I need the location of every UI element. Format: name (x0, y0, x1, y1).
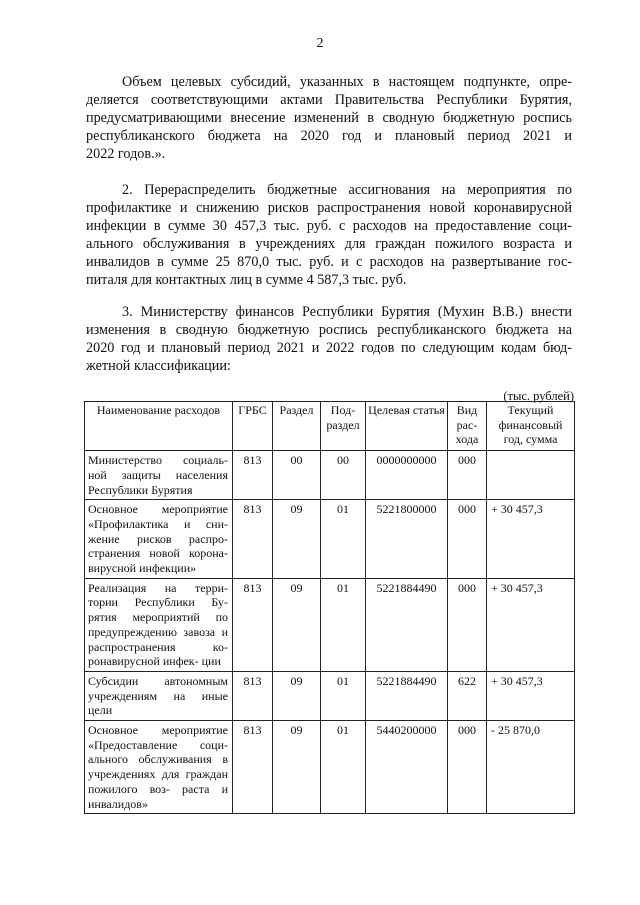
budget-table (84, 401, 575, 814)
header-section: Раздел (273, 402, 321, 451)
cell-sum: + 30 457,3 (487, 671, 575, 720)
table-row (85, 451, 575, 500)
header-expense-type: Вид рас- хода (448, 402, 487, 451)
text-line: 2022 годов.». (86, 146, 166, 162)
cell-section: 09 (273, 671, 321, 720)
text-line: предусматривающими внесение изменений в сводную бюджетную роспись (86, 110, 572, 126)
cell-sum: + 30 457,3 (487, 578, 575, 671)
units-note: (тыс. рублей) (503, 389, 574, 403)
cell-grbs: 813 (233, 671, 273, 720)
cell-section: 09 (273, 578, 321, 671)
cell-name: Субсидии автономным учреждениям на иные цели (85, 671, 233, 720)
page-number: 2 (316, 36, 324, 51)
cell-subsection: 01 (321, 671, 366, 720)
cell-sum (487, 451, 575, 500)
cell-section: 09 (273, 500, 321, 579)
header-target-article: Целевая статья (366, 402, 448, 451)
cell-grbs: 813 (233, 500, 273, 579)
text-line: питаля для контактных лиц в сумме 4 587,3 тыс. руб. (86, 272, 407, 288)
cell-section: 09 (273, 721, 321, 814)
text-line: деляется соответствующими актами Правительства Республики Бурятия, (86, 92, 572, 108)
text-line: жетной классификации: (86, 358, 231, 374)
cell-target-article: 5440200000 (366, 721, 448, 814)
cell-target-article: 0000000000 (366, 451, 448, 500)
cell-sum: - 25 870,0 (487, 721, 575, 814)
cell-grbs: 813 (233, 578, 273, 671)
cell-name: Основное мероприятие «Предоставление соци- ального обслуживания в учреждениях для граждан пожилого воз- раста и инвалидов» (85, 721, 233, 814)
text-line: 2020 год и плановый период 2021 и 2022 годов по следующим кодам бюд- (86, 340, 572, 356)
paragraph-reallocate (86, 181, 572, 289)
cell-sum: + 30 457,3 (487, 500, 575, 579)
header-grbs: ГРБС (233, 402, 273, 451)
cell-subsection: 00 (321, 451, 366, 500)
paragraph-ministry (86, 303, 572, 375)
text-line: инфекции в сумме 30 457,3 тыс. руб. с расходов на предоставление соци- (86, 218, 572, 234)
cell-target-article: 5221800000 (366, 500, 448, 579)
cell-expense-type: 000 (448, 451, 487, 500)
table-row (85, 500, 575, 579)
cell-grbs: 813 (233, 451, 273, 500)
cell-target-article: 5221884490 (366, 671, 448, 720)
table-header-row (85, 402, 575, 451)
cell-subsection: 01 (321, 500, 366, 579)
cell-target-article: 5221884490 (366, 578, 448, 671)
text-line: изменения в сводную бюджетную роспись республиканского бюджета на (86, 322, 572, 338)
text-line: инвалидов в сумме 25 870,0 тыс. руб. и с расходов на развертывание гос- (86, 254, 572, 270)
table-row (85, 671, 575, 720)
cell-name: Основное мероприятие «Профилактика и сни- жение рисков распро- странения новой корона- вирусной инфекции» (85, 500, 233, 579)
cell-subsection: 01 (321, 578, 366, 671)
table-row (85, 578, 575, 671)
text-line: 2. Перераспределить бюджетные ассигнования на мероприятия по (122, 182, 572, 198)
text-line: республиканского бюджета на 2020 год и плановый период 2021 и (86, 128, 572, 144)
cell-expense-type: 000 (448, 578, 487, 671)
text-line: ального обслуживания в учреждениях для граждан пожилого возраста и (86, 236, 572, 252)
table-row (85, 721, 575, 814)
text-line: 3. Министерству финансов Республики Бурятия (Мухин В.В.) внести (122, 304, 572, 320)
cell-section: 00 (273, 451, 321, 500)
cell-grbs: 813 (233, 721, 273, 814)
cell-expense-type: 000 (448, 721, 487, 814)
header-subsection: Под- раздел (321, 402, 366, 451)
cell-expense-type: 622 (448, 671, 487, 720)
cell-name: Министерство социаль- ной защиты населения Республики Бурятия (85, 451, 233, 500)
text-line: Объем целевых субсидий, указанных в настоящем подпункте, опре- (122, 74, 572, 90)
cell-name: Реализация на терри- тории Республики Бу- рятия мероприятий по предупреждению завоза и распространения ко- ронавирусной инфек- ции (85, 578, 233, 671)
header-name: Наименование расходов (85, 402, 233, 451)
cell-expense-type: 000 (448, 500, 487, 579)
paragraph-subsidies (86, 73, 572, 163)
text-line: профилактике и снижению рисков распространения новой коронавирусной (86, 200, 572, 216)
cell-subsection: 01 (321, 721, 366, 814)
header-current-year-sum: Текущий финансовый год, сумма (487, 402, 575, 451)
